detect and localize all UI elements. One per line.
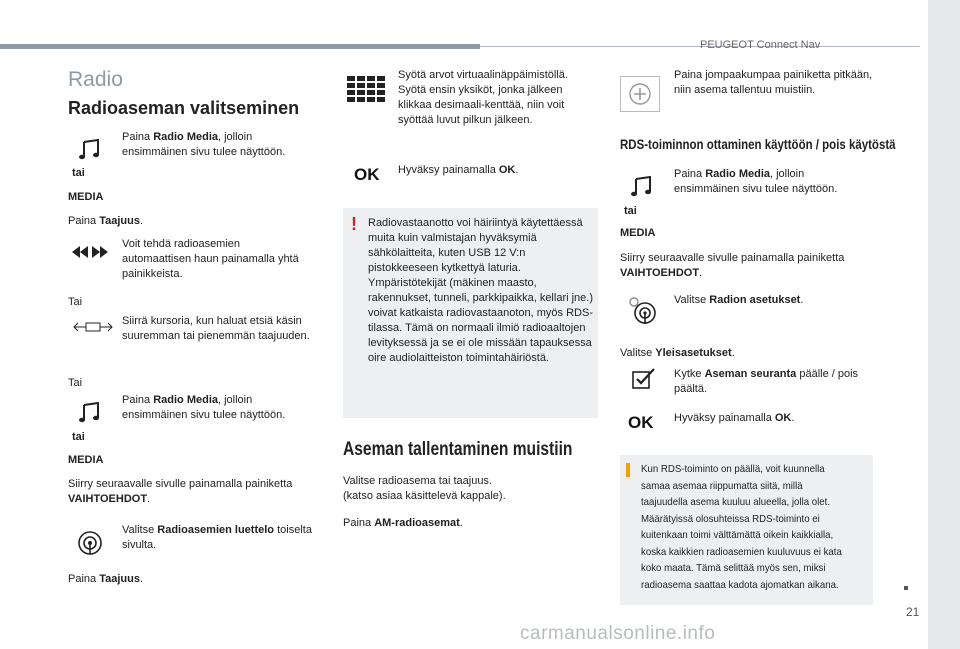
warning-icon: ! <box>351 214 357 234</box>
music-note-icon-3 <box>630 175 654 204</box>
paina-taajuus: Paina Taajuus. <box>68 215 144 227</box>
heading-rds: RDS-toiminnon ottaminen käyttöön / pois käytöstä <box>620 136 896 152</box>
label-tai-rds: tai <box>624 205 637 217</box>
ok-icon: OK <box>354 165 380 184</box>
heading-select-station: Radioaseman valitseminen <box>68 98 300 118</box>
rds-options-text: Siirry seuraavalle sivulle painamalla painiketta VAIHTOEHDOT. <box>620 252 845 279</box>
radio-settings-icon <box>628 296 658 331</box>
am-text: Paina AM-radioasemat. <box>343 517 463 529</box>
add-preset-icon <box>620 76 660 117</box>
label-media-rds: MEDIA <box>620 227 656 239</box>
label-tai: tai <box>72 167 85 179</box>
running-header: PEUGEOT Connect Nav <box>700 39 821 51</box>
final-taajuus: Paina Taajuus. <box>68 573 144 585</box>
toggle-text: Kytke Aseman seuranta päälle / pois päältä. <box>674 368 859 395</box>
heading-save-station: Aseman tallentaminen muistiin <box>343 439 573 460</box>
label-tai4: tai <box>72 431 85 443</box>
keypad-text: Syötä arvot virtuaalinäppäimistöllä. Syötä ensin yksiköt, jonka jälkeen klikkaa desimaali-kenttää, niin voit syöttää luvut pilkun jälkeen. <box>398 69 568 126</box>
see-text: (katso asiaa käsittelevä kappale). <box>343 490 506 502</box>
checkbox-icon <box>632 367 656 394</box>
radio-antenna-icon <box>77 530 103 561</box>
general-settings-text: Valitse Yleisasetukset. <box>620 347 735 359</box>
music-note-icon <box>78 138 102 167</box>
rds-confirm-text: Hyväksy painamalla OK. <box>674 412 795 424</box>
info-icon <box>626 463 630 477</box>
keypad-icon <box>347 76 385 107</box>
label-media: MEDIA <box>68 191 104 203</box>
label-tai3: Tai <box>68 377 83 389</box>
ok-icon-rds: OK <box>628 413 654 432</box>
step-radio-media: Paina Radio Media, jolloin ensimmäinen sivu tulee näyttöön. <box>122 131 286 158</box>
list-text: Valitse Radioasemien luettelo toiselta sivulta. <box>122 524 312 551</box>
frequency-slider-icon <box>73 320 113 338</box>
label-media-2: MEDIA <box>68 454 104 466</box>
warning-text: Radiovastaanotto voi häiriintyä käytettäessä muita kuin valmistajan hyväksymiä sähkölaitteita, kuten USB 12 V:n pistokkeeseen kytkettyä laturia. Ympäristötekijät (mäkinen maasto, rakennukset, tunneli, parkkipaikka, kellari jne.) voivat katkaista radiovastaanoton, myös RDS-tilassa. Tämä on normaali ilmiö radioaaltojen levityksessä ja se ei ole missään tapauksessa oire audiolaitteiston toimintahäiriöstä. <box>368 217 594 364</box>
radio-settings-text: Valitse Radion asetukset. <box>674 294 804 306</box>
rds-step1-text: Paina Radio Media, jolloin ensimmäinen sivu tulee näyttöön. <box>674 168 838 195</box>
warning-box <box>343 208 598 418</box>
section-title: Radio <box>68 68 123 91</box>
page-end-marker <box>904 586 908 590</box>
music-note-icon-2 <box>78 401 102 430</box>
seek-buttons-icon <box>70 245 110 264</box>
confirm-text: Hyväksy painamalla OK. <box>398 164 519 176</box>
top-rule <box>0 44 480 49</box>
save-text: Paina jompaakumpaa painiketta pitkään, niin asema tallentuu muistiin. <box>674 69 873 96</box>
seek-text: Voit tehdä radioasemien automaattisen haun painamalla yhtä painikkeista. <box>122 238 299 280</box>
slider-text: Siirrä kursoria, kun haluat etsiä käsin suuremman tai pienemmän taajuuden. <box>122 315 310 342</box>
side-tab <box>928 0 960 649</box>
select-text: Valitse radioasema tai taajuus. <box>343 475 492 487</box>
page-number: 21 <box>906 605 920 619</box>
info-box <box>620 455 873 605</box>
options-text: Siirry seuraavalle sivulle painamalla painiketta VAIHTOEHDOT. <box>68 478 293 505</box>
info-text: Kun RDS-toiminto on päällä, voit kuunnella samaa asemaa riippumatta siitä, millä taajuudella asema kuuluu alueella, jolla olet. Määrätyissä olosuhteissa RDS-toiminto ei kuitenkaan toimi välttämättä oikein kaikkialla, koska kaikkien radioasemien kuuluvuus ei kata koko maata. Tämä selittää myös sen, miksi radioasema saattaa kadota ajomatkan aikana. <box>641 463 842 591</box>
label-tai2: Tai <box>68 296 83 308</box>
step-radio-media-2: Paina Radio Media, jolloin ensimmäinen sivu tulee näyttöön. <box>122 394 286 421</box>
watermark: carmanualsonline.info <box>520 623 716 644</box>
